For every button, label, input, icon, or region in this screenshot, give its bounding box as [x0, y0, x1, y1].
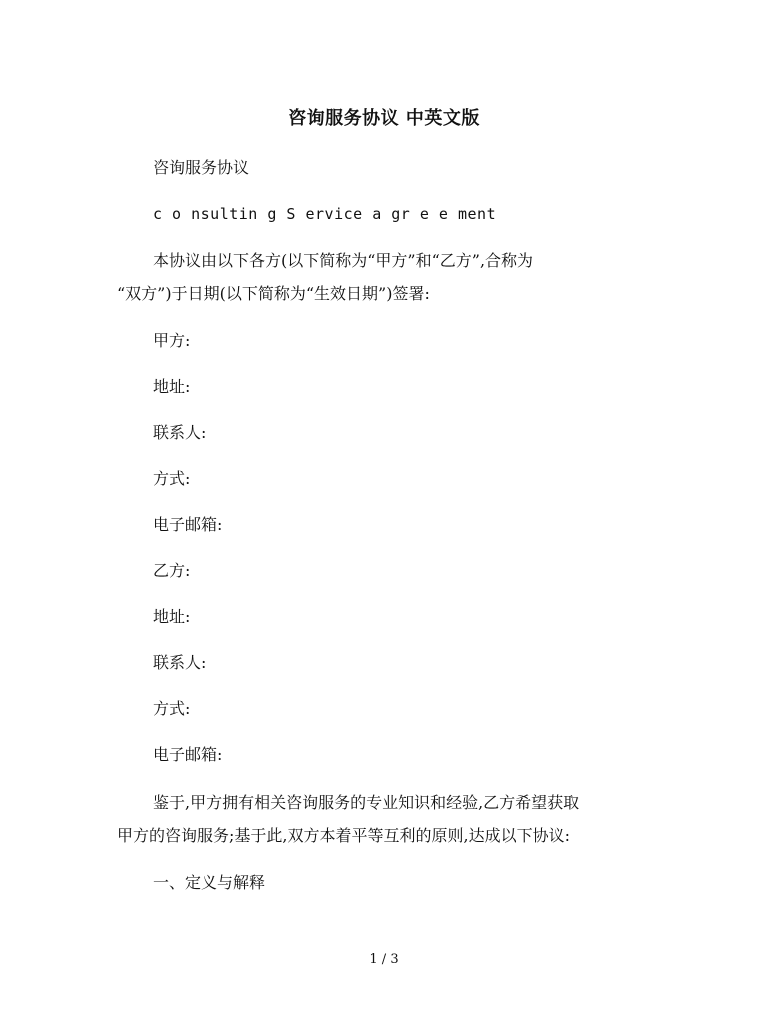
party-a-address: 地址: — [153, 377, 191, 396]
intro-line-1: 本协议由以下各方(以下简称为“甲方”和“乙方”,合称为 — [153, 251, 534, 270]
whereas-line-1: 鉴于,甲方拥有相关咨询服务的专业知识和经验,乙方希望获取 — [153, 793, 580, 812]
party-b-label: 乙方: — [153, 561, 191, 580]
party-b-contact: 联系人: — [153, 653, 207, 672]
party-a-email: 电子邮箱: — [153, 515, 223, 534]
party-b-email: 电子邮箱: — [153, 745, 223, 764]
party-b-address: 地址: — [153, 607, 191, 626]
subtitle-english: c o nsultin g S ervice a gr e e ment — [153, 205, 497, 223]
whereas-paragraph — [0, 786, 768, 852]
intro-line-2: “双方”)于日期(以下简称为“生效日期”)签署: — [117, 284, 430, 303]
intro-paragraph — [0, 244, 768, 310]
party-a-method: 方式: — [153, 469, 191, 488]
document-title: 咨询服务协议 中英文版 — [288, 108, 480, 129]
whereas-line-2: 甲方的咨询服务;基于此,双方本着平等互利的原则,达成以下协议: — [117, 826, 570, 845]
section-heading-definitions: 一、定义与解释 — [153, 873, 266, 892]
party-a-contact: 联系人: — [153, 423, 207, 442]
party-a-label: 甲方: — [153, 331, 191, 350]
subtitle-chinese: 咨询服务协议 — [153, 158, 250, 177]
page-indicator: 1 / 3 — [369, 952, 399, 967]
party-b-method: 方式: — [153, 699, 191, 718]
